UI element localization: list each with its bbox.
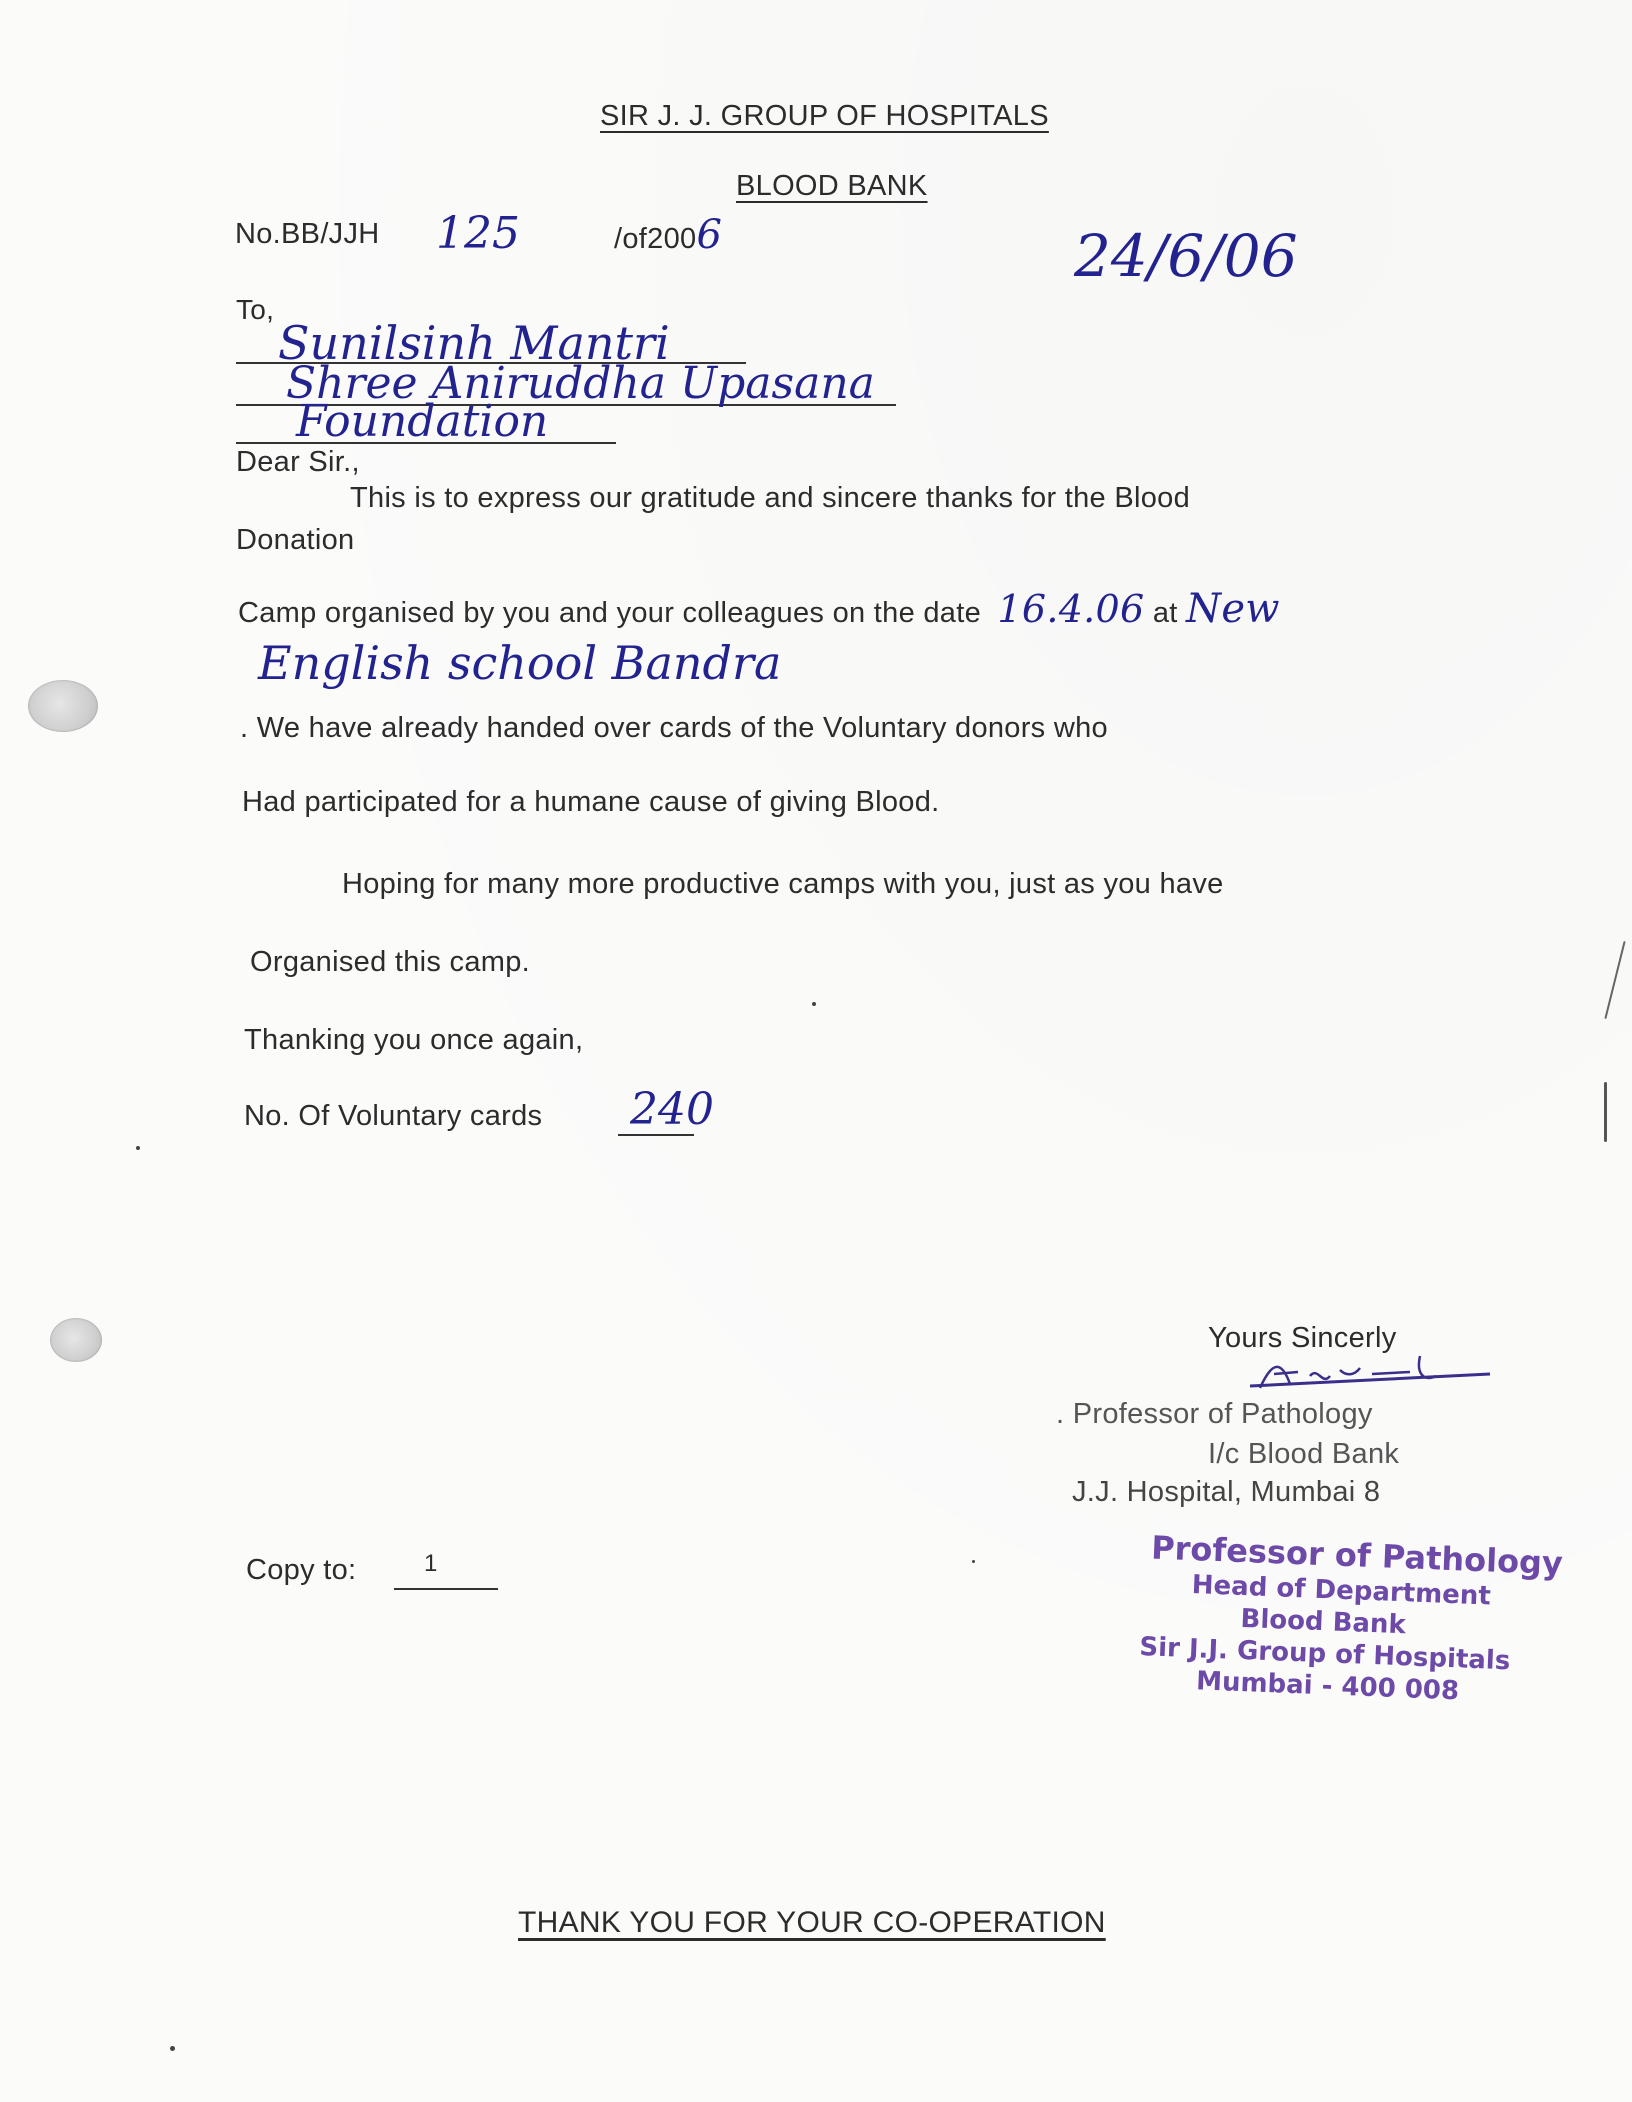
reference-of-year [614,212,722,258]
reference-prefix: No.BB/JJH [235,218,380,250]
department-heading: BLOOD BANK [736,170,928,202]
cards-handed-line: . We have already handed over cards of the Voluntary donors who [240,712,1108,744]
punch-hole-top [28,680,98,732]
paper-speck [812,1002,816,1006]
gratitude-line-1: This is to express our gratitude and sincere thanks for the Blood [350,482,1190,514]
camp-at-label: at [1152,597,1178,629]
copy-to-value: 1 [424,1550,438,1577]
signature-scribble [1240,1346,1500,1398]
copy-to-label: Copy to: [246,1554,357,1586]
stamp-line-5: Mumbai - 400 008 [1195,1666,1460,1707]
closing: Yours Sincerly [1208,1322,1397,1354]
camp-prefix: Camp organised by you and your colleagues on the date [238,597,981,629]
salutation: Dear Sir., [236,446,360,478]
department-stamp [1134,1528,1564,1708]
reference-of-label: /of200 [614,223,697,255]
letter-date: 24/6/06 [1074,222,1298,290]
recipient-organisation: Shree Aniruddha Upasana [286,358,875,409]
to-label: To, [236,294,275,325]
gratitude-line-2: Donation [236,524,355,556]
recipient-name: Sunilsinh Mantri [278,316,670,370]
paper-speck [1604,941,1625,1019]
thanking-line: Thanking you once again, [244,1024,584,1056]
stamp-line-3: Blood Bank [1240,1603,1407,1641]
reference-number: 125 [436,208,520,259]
footer-thanks: THANK YOU FOR YOUR CO-OPERATION [518,1906,1106,1939]
signatory-title: . Professor of Pathology [1056,1398,1373,1430]
paper-speck [170,2046,175,2051]
hospital-heading: SIR J. J. GROUP OF HOSPITALS [600,100,1049,132]
signatory-address: J.J. Hospital, Mumbai 8 [1072,1476,1381,1508]
camp-venue-part2: English school Bandra [258,636,782,690]
recipient-organisation-cont: Foundation [296,396,549,447]
camp-line [238,586,1280,632]
voluntary-cards-label: No. Of Voluntary cards [244,1100,543,1132]
hoping-line-1: Hoping for many more productive camps with you, just as you have [342,868,1224,900]
voluntary-cards-count: 240 [630,1084,714,1135]
camp-date: 16.4.06 [997,587,1145,631]
punch-hole-bottom [50,1318,102,1362]
paper-speck [136,1146,140,1150]
signatory-role: I/c Blood Bank [1208,1438,1400,1470]
stamp-line-2: Head of Department [1191,1570,1492,1612]
paper-speck [972,1560,975,1563]
copy-to-line [394,1588,498,1590]
stamp-line-1: Professor of Pathology [1150,1528,1564,1583]
stamp-line-4: Sir J.J. Group of Hospitals [1138,1632,1511,1677]
camp-venue-part1: New [1186,586,1280,632]
paper-speck [1604,1082,1607,1142]
reference-year-digit: 6 [696,212,723,258]
hoping-line-2: Organised this camp. [250,946,531,978]
participated-line: Had participated for a humane cause of giving Blood. [242,786,940,818]
